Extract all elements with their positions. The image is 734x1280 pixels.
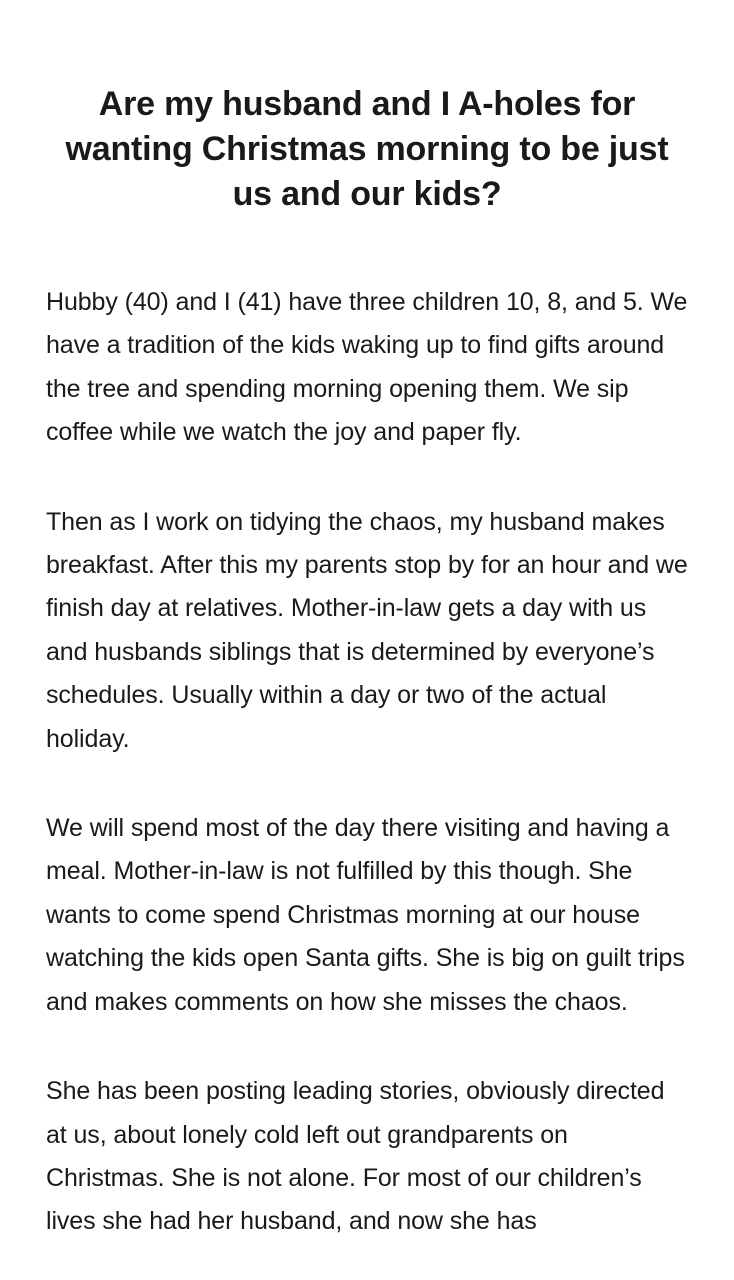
article-paragraph: We will spend most of the day there visiting and having a meal. Mother-in-law is not fulfilled by this though. She wants to come spend Christmas morning at our house watching the kids open Santa gifts. She is big on guilt trips and makes comments on how she misses the chaos.	[46, 814, 685, 1016]
article-body	[46, 281, 688, 1244]
article-title: Are my husband and I A-holes for wanting Christmas morning to be just us and our kids?	[65, 85, 669, 213]
article-paragraph: She has been posting leading stories, obviously directed at us, about lonely cold left out grandparents on Christmas. She is not alone. For most of our children’s lives she had her husband, and now she has	[46, 1077, 665, 1236]
article-paragraph: Hubby (40) and I (41) have three children 10, 8, and 5. We have a tradition of the kids waking up to find gifts around the tree and spending morning opening them. We sip coffee while we watch the joy and paper fly.	[46, 288, 688, 447]
article-paragraph: Then as I work on tidying the chaos, my husband makes breakfast. After this my parents stop by for an hour and we finish day at relatives. Mother-in-law gets a day with us and husbands siblings that is determined by everyone’s schedules. Usually within a day or two of the actual holiday.	[46, 507, 688, 753]
